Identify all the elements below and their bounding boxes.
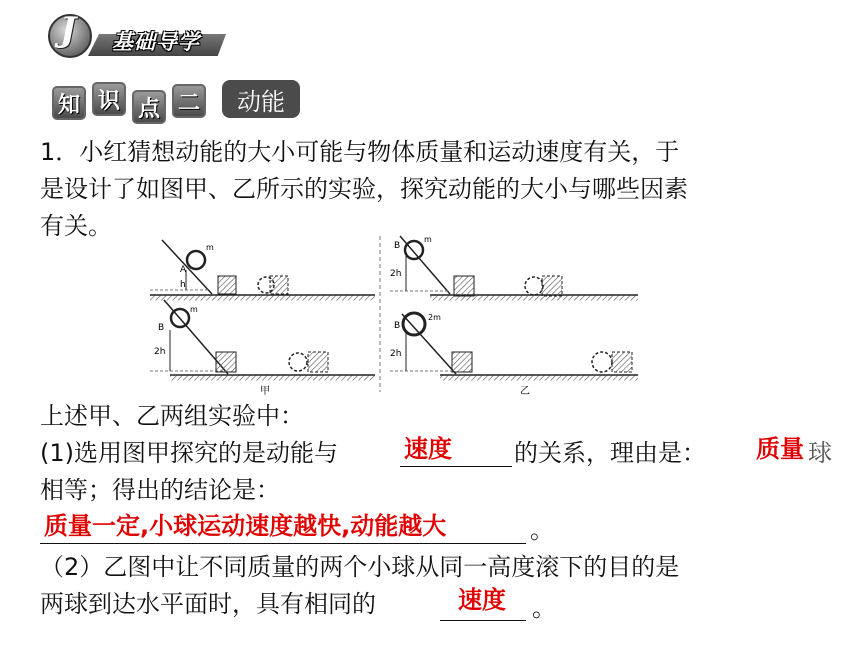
q1-text-c: 球: [808, 439, 832, 467]
period-2: 。: [532, 594, 556, 622]
logo-letter: J: [60, 10, 77, 50]
label-2h-2: 2h: [390, 269, 402, 279]
question-line-1: 1．小红猜想动能的大小可能与物体质量和运动速度有关，于: [40, 138, 680, 166]
experiment-figure: [150, 232, 640, 396]
label-m-2: m: [190, 305, 198, 314]
label-yi: 乙: [520, 386, 530, 396]
period-1: 。: [530, 516, 554, 544]
q1-text-a: (1)选用图甲探究的是动能与: [40, 439, 338, 467]
q2-line-2: 两球到达水平面时，具有相同的: [40, 590, 376, 618]
panel-yi-bottom: [390, 313, 638, 396]
label-m-3: m: [424, 235, 432, 244]
answer-speed-2: 速度: [458, 586, 506, 614]
answer-mass: 质量: [756, 435, 804, 463]
q1-line-2: 相等；得出的结论是：: [40, 476, 280, 504]
section-title: 基础导学: [112, 30, 200, 54]
intro-line: 上述甲、乙两组实验中：: [40, 402, 304, 430]
topic-tag: 动能: [222, 80, 300, 118]
label-B-1: B: [158, 323, 165, 333]
point-tile-3: 点: [132, 90, 166, 124]
answer-speed-1: 速度: [404, 435, 452, 463]
label-2m: 2m: [428, 313, 441, 322]
q2-line-1: （2）乙图中让不同质量的两个小球从同一高度滚下的目的是: [40, 553, 680, 581]
point-tile-1: 知: [52, 86, 86, 120]
label-A: A: [180, 265, 187, 275]
label-jia: 甲: [260, 386, 270, 396]
label-B-3: B: [394, 321, 401, 331]
q1-line-1: [40, 435, 338, 472]
panel-jia-bottom: [150, 300, 375, 396]
question-line-2: 是设计了如图甲、乙所示的实验，探究动能的大小与哪些因素: [40, 175, 688, 203]
answer-conclusion: 质量一定,小球运动速度越快,动能越大: [44, 512, 447, 540]
point-tile-4: 二: [172, 84, 206, 118]
label-m: m: [206, 243, 214, 252]
answer-blank-3: [440, 620, 526, 621]
question-line-3: 有关。: [40, 212, 112, 240]
label-B-2: B: [394, 241, 401, 251]
q1-text-b: 的关系，理由是：: [514, 439, 706, 467]
panel-jia-top: [150, 240, 375, 298]
label-2h-3: 2h: [390, 349, 402, 359]
point-tile-2: 识: [92, 82, 126, 116]
label-2h-1: 2h: [154, 347, 166, 357]
label-h: h: [180, 280, 186, 290]
panel-yi-top: [390, 235, 638, 298]
